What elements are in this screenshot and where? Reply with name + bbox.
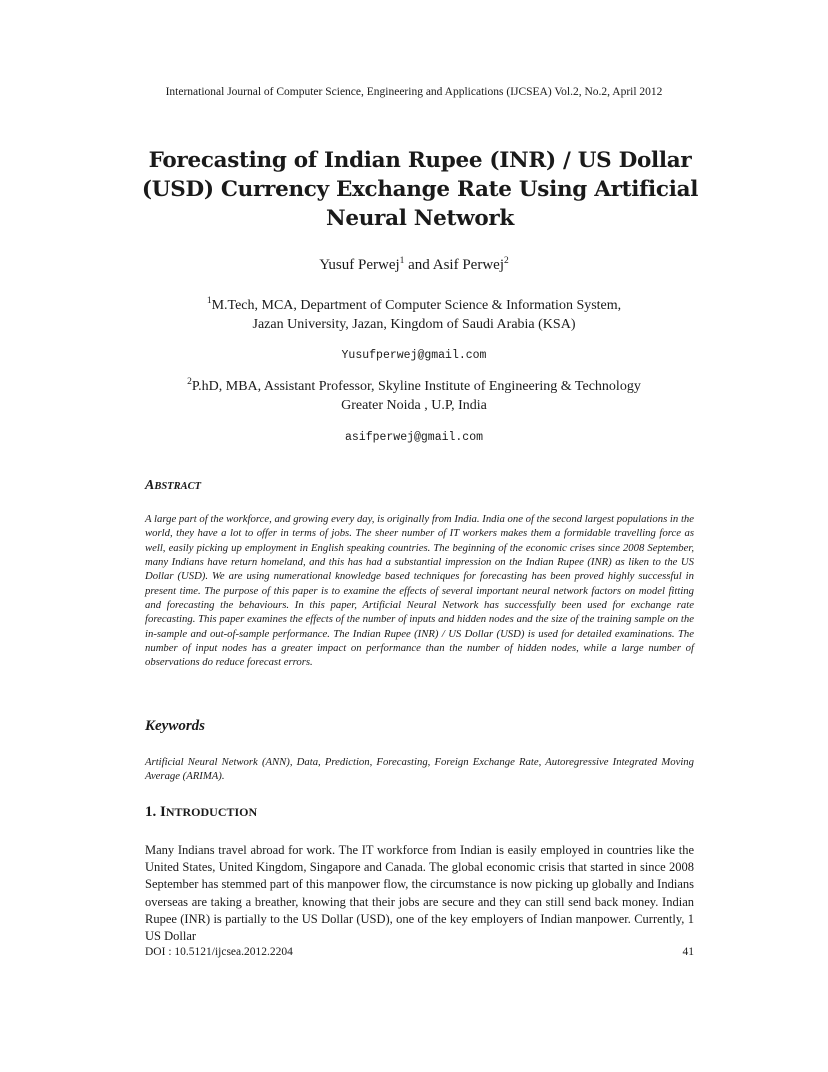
affiliation-2 [0,377,828,415]
affiliation-1-line-1: M.Tech, MCA, Department of Computer Science & Information System, [211,298,622,313]
abstract-text: A large part of the workforce, and growing every day, is originally from India. India one of the second largest populations in the world, they have a lot to offer in terms of jobs. The sheer number of IT workers makes them a formidable travelling force as well, easily picking up employment in English speaking countries. The beginning of the economic crises since 2008 September, many Indians have return homeland, and this has had a substantial impression on the Indian Rupee (INR) as liken to the US Dollar (USD). We are using numerational knowledge based techniques for forecasting has been proved highly successful in present time. The purpose of this paper is to examine the effects of several important neural network factors on model fitting and forecasting the behaviours. In this paper, Artificial Neural Network has successfully been used for exchange rate forecasting. This paper examines the effects of the number of inputs and hidden nodes and the size of the training sample on the in-sample and out-of-sample performance. The Indian Rupee (INR) / US Dollar (USD) is used for detailed examinations. The number of input nodes has a greater impact on performance than the number of hidden nodes, while a large number of observations do reduce forecast errors. [145,513,694,669]
affiliation-2-sup: 2 [187,377,192,387]
author-2-sup: 2 [504,256,509,266]
abstract-heading: ABSTRACT [145,478,202,493]
author-connector: and [408,257,430,273]
journal-header: International Journal of Computer Science, Engineering and Applications (IJCSEA) Vol.2, No.2, April 2012 [165,86,663,98]
page-number: 41 [682,946,694,958]
introduction-text: Many Indians travel abroad for work. The IT workforce from Indian is easily employed in countries like the United States, United Kingdom, Singapore and Canada. The global economic crisis that started in since 2008 September has stemmed part of this manpower flow, the circumstance is now picking up globally and Indians overseas are taking a breather, knowing that their jobs are secure and they can still send back money. Indian Rupee (INR) is partially to the US Dollar (USD), one of the key employers of Indian manpower. Currently, 1 US Dollar [145,843,694,944]
author-1-email: Yusufperwej@gmail.com [341,349,487,362]
author-1-sup: 1 [399,256,405,266]
paper-title: Forecasting of Indian Rupee (INR) / US Dollar (USD) Currency Exchange Rate Using Artificial Neural Network [141,148,699,231]
affiliation-1-line-2: Jazan University, Jazan, Kingdom of Saudi Arabia (KSA) [252,317,576,332]
author-2-email: asifperwej@gmail.com [344,431,484,444]
affiliation-2-line-1: P.hD, MBA, Assistant Professor, Skyline Institute of Engineering & Technology [191,379,641,394]
doi-footer: DOI : 10.5121/ijcsea.2012.2204 [145,946,293,958]
author-line [0,257,828,274]
author-1-name: Yusuf Perwej [319,257,400,273]
keywords-text: Artificial Neural Network (ANN), Data, Prediction, Forecasting, Foreign Exchange Rate, Autoregressive Integrated Moving Average (ARIMA). [145,756,694,783]
affiliation-1 [0,296,828,334]
affiliation-1-sup: 1 [206,296,212,306]
author-2-name: Asif Perwej [432,257,504,273]
keywords-heading: Keywords [145,718,205,734]
affiliation-2-line-2: Greater Noida , U.P, India [341,398,487,413]
introduction-heading: 1. INTRODUCTION [145,804,258,820]
